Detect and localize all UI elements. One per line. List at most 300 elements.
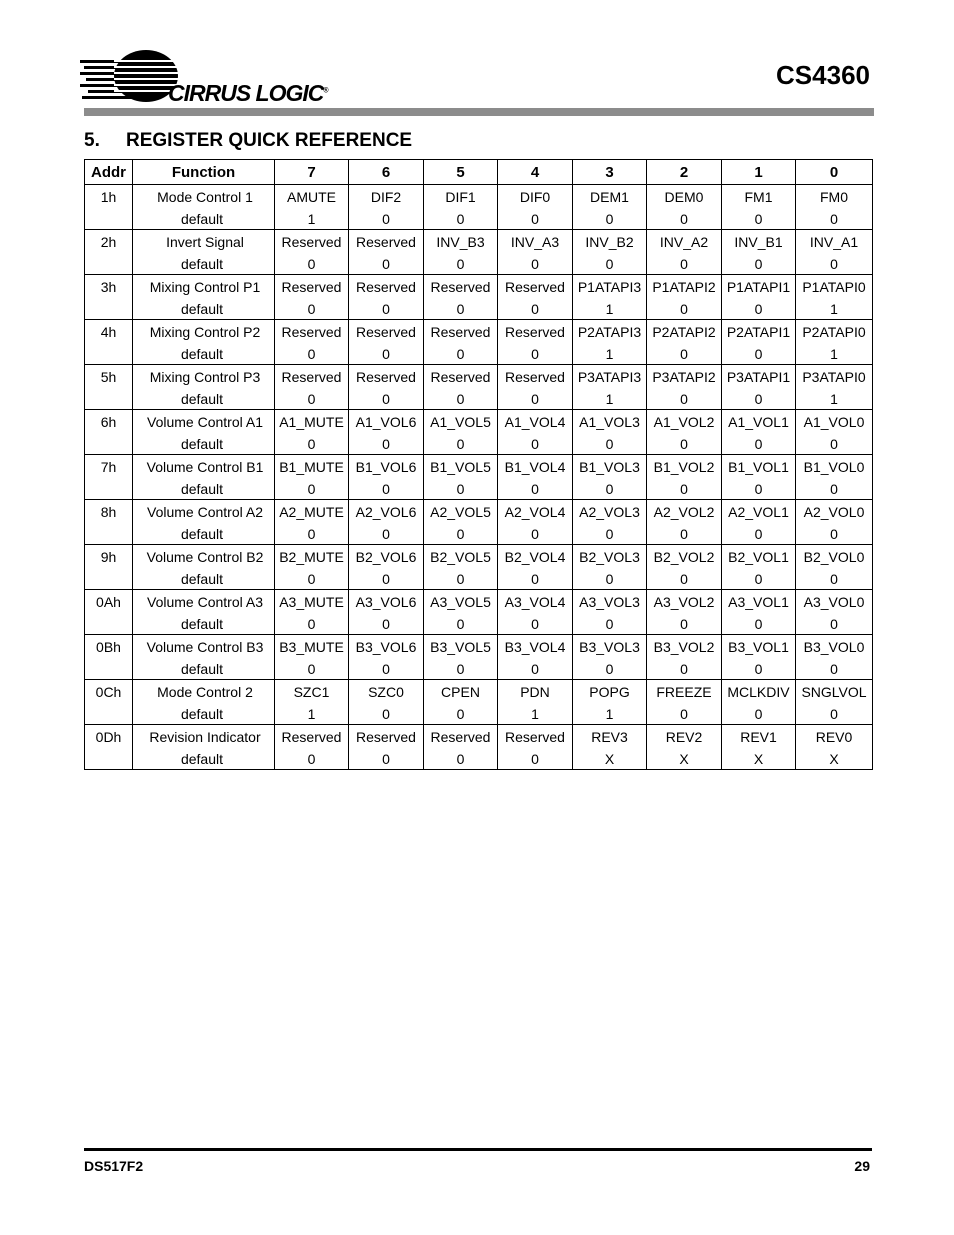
- bit-default-cell: 0: [722, 253, 796, 275]
- bit-name-cell: Reserved: [424, 365, 498, 389]
- bit-default-cell: 0: [424, 748, 498, 770]
- bit-name-cell: B3_VOL4: [498, 635, 573, 659]
- register-address: 5h: [85, 365, 133, 389]
- bit-name-cell: REV0: [796, 725, 873, 749]
- bit-default-cell: 0: [424, 388, 498, 410]
- bit-name-cell: SZC0: [349, 680, 424, 704]
- bit-default-cell: 0: [498, 613, 573, 635]
- bit-default-cell: 0: [573, 253, 647, 275]
- bit-name-cell: Reserved: [275, 275, 349, 299]
- bit-name-cell: INV_A1: [796, 230, 873, 254]
- bit-default-cell: 0: [647, 523, 722, 545]
- bit-name-cell: Reserved: [349, 230, 424, 254]
- address-spacer: [85, 703, 133, 725]
- bit-default-cell: 0: [796, 253, 873, 275]
- bit-name-cell: P2ATAPI0: [796, 320, 873, 344]
- register-function: Mode Control 1: [133, 185, 275, 209]
- default-label: default: [133, 703, 275, 725]
- address-spacer: [85, 433, 133, 455]
- register-function: Volume Control B1: [133, 455, 275, 479]
- bit-default-cell: 1: [275, 703, 349, 725]
- bit-default-cell: X: [796, 748, 873, 770]
- bit-default-cell: 0: [722, 433, 796, 455]
- bit-default-cell: 0: [498, 433, 573, 455]
- bit-name-cell: DIF0: [498, 185, 573, 209]
- bit-default-cell: 0: [722, 568, 796, 590]
- bit-default-cell: 0: [275, 748, 349, 770]
- section-heading: [84, 130, 412, 152]
- bit-name-cell: Reserved: [275, 320, 349, 344]
- address-spacer: [85, 523, 133, 545]
- bit-name-cell: A3_VOL3: [573, 590, 647, 614]
- register-address: 0Bh: [85, 635, 133, 659]
- bit-default-cell: 0: [722, 613, 796, 635]
- bit-name-cell: B3_VOL2: [647, 635, 722, 659]
- header-rule: [84, 108, 874, 116]
- bit-default-cell: 0: [275, 343, 349, 365]
- page-number: 29: [854, 1158, 870, 1174]
- table-row: [85, 230, 873, 254]
- bit-name-cell: A1_VOL1: [722, 410, 796, 434]
- bit-name-cell: Reserved: [498, 320, 573, 344]
- bit-default-cell: 1: [573, 703, 647, 725]
- col-header-bit4: 4: [498, 160, 573, 185]
- bit-name-cell: P2ATAPI3: [573, 320, 647, 344]
- table-row: [85, 320, 873, 344]
- bit-default-cell: 0: [349, 388, 424, 410]
- col-header-addr: Addr: [85, 160, 133, 185]
- bit-name-cell: P1ATAPI2: [647, 275, 722, 299]
- bit-name-cell: B2_MUTE: [275, 545, 349, 569]
- default-label: default: [133, 343, 275, 365]
- bit-default-cell: 0: [647, 478, 722, 500]
- register-function: Volume Control B3: [133, 635, 275, 659]
- bit-name-cell: B1_VOL6: [349, 455, 424, 479]
- bit-default-cell: 0: [796, 478, 873, 500]
- register-function: Volume Control A1: [133, 410, 275, 434]
- address-spacer: [85, 478, 133, 500]
- table-row: [85, 410, 873, 434]
- table-row: [85, 635, 873, 659]
- bit-name-cell: B2_VOL2: [647, 545, 722, 569]
- bit-name-cell: P2ATAPI2: [647, 320, 722, 344]
- bit-name-cell: A1_VOL0: [796, 410, 873, 434]
- bit-default-cell: 0: [498, 208, 573, 230]
- bit-default-cell: 0: [275, 568, 349, 590]
- bit-name-cell: A3_VOL5: [424, 590, 498, 614]
- address-spacer: [85, 613, 133, 635]
- register-function: Revision Indicator: [133, 725, 275, 749]
- bit-name-cell: FM0: [796, 185, 873, 209]
- bit-name-cell: Reserved: [349, 365, 424, 389]
- register-table-body: [85, 185, 873, 770]
- bit-name-cell: P1ATAPI3: [573, 275, 647, 299]
- table-row: [85, 365, 873, 389]
- default-label: default: [133, 613, 275, 635]
- table-row-default: [85, 703, 873, 725]
- register-table: [84, 159, 873, 770]
- brand-wordmark: CIRRUS LOGIC®: [168, 80, 328, 106]
- bit-name-cell: B1_VOL2: [647, 455, 722, 479]
- default-label: default: [133, 433, 275, 455]
- bit-name-cell: B3_VOL0: [796, 635, 873, 659]
- register-address: 6h: [85, 410, 133, 434]
- bit-name-cell: Reserved: [275, 365, 349, 389]
- address-spacer: [85, 298, 133, 320]
- bit-default-cell: 0: [722, 703, 796, 725]
- bit-default-cell: 0: [349, 748, 424, 770]
- bit-default-cell: 0: [275, 478, 349, 500]
- bit-name-cell: INV_A2: [647, 230, 722, 254]
- bit-default-cell: 0: [573, 478, 647, 500]
- part-number: CS4360: [776, 60, 870, 90]
- bit-name-cell: POPG: [573, 680, 647, 704]
- register-function: Volume Control A2: [133, 500, 275, 524]
- register-function: Mode Control 2: [133, 680, 275, 704]
- bit-name-cell: A2_VOL3: [573, 500, 647, 524]
- document-id: DS517F2: [84, 1158, 144, 1174]
- bit-default-cell: X: [647, 748, 722, 770]
- bit-default-cell: 0: [498, 658, 573, 680]
- bit-default-cell: 0: [498, 748, 573, 770]
- bit-name-cell: DEM0: [647, 185, 722, 209]
- bit-name-cell: A2_VOL5: [424, 500, 498, 524]
- bit-default-cell: 0: [796, 613, 873, 635]
- bit-default-cell: 0: [722, 298, 796, 320]
- table-row-default: [85, 568, 873, 590]
- register-address: 0Ch: [85, 680, 133, 704]
- bit-name-cell: Reserved: [349, 320, 424, 344]
- col-header-bit5: 5: [424, 160, 498, 185]
- bit-default-cell: 0: [498, 568, 573, 590]
- bit-default-cell: 0: [573, 208, 647, 230]
- bit-name-cell: A3_VOL4: [498, 590, 573, 614]
- bit-name-cell: P1ATAPI0: [796, 275, 873, 299]
- bit-default-cell: 1: [796, 343, 873, 365]
- address-spacer: [85, 568, 133, 590]
- bit-name-cell: Reserved: [349, 725, 424, 749]
- bit-default-cell: 0: [573, 658, 647, 680]
- bit-name-cell: A2_VOL4: [498, 500, 573, 524]
- bit-name-cell: B2_VOL5: [424, 545, 498, 569]
- bit-name-cell: B2_VOL0: [796, 545, 873, 569]
- bit-default-cell: 0: [275, 388, 349, 410]
- bit-default-cell: 0: [424, 703, 498, 725]
- bit-name-cell: B2_VOL4: [498, 545, 573, 569]
- table-row: [85, 185, 873, 209]
- bit-default-cell: 0: [498, 298, 573, 320]
- bit-name-cell: A3_VOL1: [722, 590, 796, 614]
- bit-default-cell: 0: [275, 658, 349, 680]
- table-row-default: [85, 478, 873, 500]
- bit-name-cell: Reserved: [424, 725, 498, 749]
- default-label: default: [133, 298, 275, 320]
- bit-name-cell: A2_VOL2: [647, 500, 722, 524]
- bit-name-cell: FREEZE: [647, 680, 722, 704]
- bit-default-cell: 0: [573, 433, 647, 455]
- table-row-default: [85, 208, 873, 230]
- col-header-bit6: 6: [349, 160, 424, 185]
- bit-name-cell: SNGLVOL: [796, 680, 873, 704]
- bit-default-cell: 0: [647, 703, 722, 725]
- bit-default-cell: 0: [424, 208, 498, 230]
- bit-name-cell: PDN: [498, 680, 573, 704]
- table-row: [85, 680, 873, 704]
- bit-default-cell: 0: [349, 298, 424, 320]
- table-row: [85, 725, 873, 749]
- default-label: default: [133, 523, 275, 545]
- bit-default-cell: 0: [349, 433, 424, 455]
- bit-name-cell: Reserved: [498, 725, 573, 749]
- footer-rule: [84, 1148, 872, 1151]
- bit-default-cell: 0: [275, 253, 349, 275]
- bit-name-cell: A3_MUTE: [275, 590, 349, 614]
- col-header-bit7: 7: [275, 160, 349, 185]
- bit-default-cell: 0: [573, 613, 647, 635]
- bit-name-cell: B3_VOL6: [349, 635, 424, 659]
- default-label: default: [133, 253, 275, 275]
- address-spacer: [85, 748, 133, 770]
- bit-default-cell: 0: [349, 523, 424, 545]
- bit-name-cell: A1_VOL6: [349, 410, 424, 434]
- bit-default-cell: 1: [796, 298, 873, 320]
- bit-default-cell: 0: [424, 568, 498, 590]
- bit-name-cell: B2_VOL3: [573, 545, 647, 569]
- bit-default-cell: 0: [275, 523, 349, 545]
- register-address: 4h: [85, 320, 133, 344]
- bit-name-cell: Reserved: [349, 275, 424, 299]
- bit-default-cell: 0: [349, 343, 424, 365]
- bit-name-cell: A1_MUTE: [275, 410, 349, 434]
- register-address: 1h: [85, 185, 133, 209]
- bit-default-cell: 0: [349, 703, 424, 725]
- bit-default-cell: 0: [275, 433, 349, 455]
- bit-default-cell: 0: [722, 658, 796, 680]
- bit-default-cell: 0: [424, 613, 498, 635]
- bit-default-cell: 0: [647, 253, 722, 275]
- bit-default-cell: 0: [424, 523, 498, 545]
- bit-name-cell: B2_VOL6: [349, 545, 424, 569]
- bit-name-cell: INV_A3: [498, 230, 573, 254]
- address-spacer: [85, 658, 133, 680]
- register-function: Volume Control A3: [133, 590, 275, 614]
- table-row-default: [85, 523, 873, 545]
- address-spacer: [85, 253, 133, 275]
- bit-default-cell: 0: [349, 613, 424, 635]
- bit-default-cell: 0: [498, 388, 573, 410]
- col-header-bit2: 2: [647, 160, 722, 185]
- table-row: [85, 545, 873, 569]
- register-function: Invert Signal: [133, 230, 275, 254]
- bit-name-cell: B3_VOL3: [573, 635, 647, 659]
- bit-name-cell: INV_B3: [424, 230, 498, 254]
- table-row-default: [85, 433, 873, 455]
- section-number: 5.: [84, 130, 100, 151]
- bit-default-cell: 1: [573, 388, 647, 410]
- bit-default-cell: 0: [796, 703, 873, 725]
- bit-name-cell: Reserved: [424, 320, 498, 344]
- col-header-bit0: 0: [796, 160, 873, 185]
- bit-name-cell: P3ATAPI3: [573, 365, 647, 389]
- bit-name-cell: Reserved: [424, 275, 498, 299]
- bit-default-cell: X: [722, 748, 796, 770]
- table-row: [85, 275, 873, 299]
- bit-name-cell: REV2: [647, 725, 722, 749]
- bit-name-cell: P1ATAPI1: [722, 275, 796, 299]
- table-row: [85, 500, 873, 524]
- table-row: [85, 455, 873, 479]
- bit-name-cell: REV3: [573, 725, 647, 749]
- bit-name-cell: B1_VOL1: [722, 455, 796, 479]
- bit-name-cell: A1_VOL3: [573, 410, 647, 434]
- bit-default-cell: 0: [796, 658, 873, 680]
- col-header-bit1: 1: [722, 160, 796, 185]
- bit-default-cell: 0: [796, 433, 873, 455]
- register-address: 2h: [85, 230, 133, 254]
- bit-default-cell: 1: [573, 298, 647, 320]
- bit-default-cell: 0: [275, 613, 349, 635]
- bit-default-cell: 0: [424, 253, 498, 275]
- page-header: [0, 0, 954, 120]
- register-function: Mixing Control P1: [133, 275, 275, 299]
- bit-default-cell: 0: [424, 343, 498, 365]
- bit-default-cell: 0: [349, 253, 424, 275]
- bit-name-cell: Reserved: [275, 230, 349, 254]
- register-address: 9h: [85, 545, 133, 569]
- bit-name-cell: REV1: [722, 725, 796, 749]
- bit-name-cell: Reserved: [498, 365, 573, 389]
- default-label: default: [133, 208, 275, 230]
- bit-name-cell: B3_VOL1: [722, 635, 796, 659]
- table-row-default: [85, 658, 873, 680]
- bit-default-cell: 0: [275, 298, 349, 320]
- bit-name-cell: A1_VOL4: [498, 410, 573, 434]
- bit-name-cell: A1_VOL5: [424, 410, 498, 434]
- bit-default-cell: 0: [796, 208, 873, 230]
- bit-default-cell: 0: [647, 298, 722, 320]
- bit-default-cell: 0: [424, 658, 498, 680]
- bit-name-cell: A3_VOL2: [647, 590, 722, 614]
- table-row-default: [85, 298, 873, 320]
- bit-default-cell: 0: [722, 388, 796, 410]
- bit-default-cell: 0: [647, 568, 722, 590]
- address-spacer: [85, 343, 133, 365]
- table-row-default: [85, 388, 873, 410]
- bit-default-cell: 0: [647, 208, 722, 230]
- bit-default-cell: 0: [498, 343, 573, 365]
- bit-default-cell: 1: [573, 343, 647, 365]
- bit-default-cell: 0: [573, 568, 647, 590]
- bit-default-cell: 1: [796, 388, 873, 410]
- bit-default-cell: 0: [796, 568, 873, 590]
- table-row-default: [85, 253, 873, 275]
- bit-default-cell: 0: [647, 388, 722, 410]
- bit-name-cell: A2_VOL0: [796, 500, 873, 524]
- address-spacer: [85, 208, 133, 230]
- bit-name-cell: INV_B2: [573, 230, 647, 254]
- register-address: 0Dh: [85, 725, 133, 749]
- register-address: 7h: [85, 455, 133, 479]
- bit-default-cell: 0: [647, 613, 722, 635]
- bit-default-cell: 0: [796, 523, 873, 545]
- bit-name-cell: DIF1: [424, 185, 498, 209]
- table-row-default: [85, 613, 873, 635]
- bit-name-cell: A2_VOL1: [722, 500, 796, 524]
- bit-default-cell: 0: [722, 523, 796, 545]
- bit-name-cell: B1_VOL5: [424, 455, 498, 479]
- bit-name-cell: B1_VOL0: [796, 455, 873, 479]
- bit-name-cell: P3ATAPI1: [722, 365, 796, 389]
- bit-default-cell: 0: [722, 208, 796, 230]
- bit-name-cell: MCLKDIV: [722, 680, 796, 704]
- bit-name-cell: A2_MUTE: [275, 500, 349, 524]
- section-title: REGISTER QUICK REFERENCE: [126, 130, 413, 151]
- default-label: default: [133, 748, 275, 770]
- bit-default-cell: 0: [573, 523, 647, 545]
- bit-default-cell: X: [573, 748, 647, 770]
- col-header-bit3: 3: [573, 160, 647, 185]
- default-label: default: [133, 478, 275, 500]
- bit-default-cell: 0: [349, 478, 424, 500]
- bit-default-cell: 0: [424, 298, 498, 320]
- register-address: 0Ah: [85, 590, 133, 614]
- bit-default-cell: 0: [349, 568, 424, 590]
- bit-name-cell: P2ATAPI1: [722, 320, 796, 344]
- bit-name-cell: Reserved: [498, 275, 573, 299]
- bit-name-cell: DEM1: [573, 185, 647, 209]
- bit-name-cell: DIF2: [349, 185, 424, 209]
- bit-name-cell: P3ATAPI0: [796, 365, 873, 389]
- bit-default-cell: 0: [647, 433, 722, 455]
- bit-name-cell: AMUTE: [275, 185, 349, 209]
- bit-name-cell: Reserved: [275, 725, 349, 749]
- bit-default-cell: 1: [275, 208, 349, 230]
- bit-default-cell: 0: [722, 343, 796, 365]
- col-header-function: Function: [133, 160, 275, 185]
- bit-default-cell: 0: [424, 433, 498, 455]
- bit-default-cell: 0: [498, 478, 573, 500]
- default-label: default: [133, 658, 275, 680]
- table-row: [85, 590, 873, 614]
- register-function: Volume Control B2: [133, 545, 275, 569]
- address-spacer: [85, 388, 133, 410]
- bit-name-cell: CPEN: [424, 680, 498, 704]
- bit-name-cell: A2_VOL6: [349, 500, 424, 524]
- bit-name-cell: B1_MUTE: [275, 455, 349, 479]
- bit-default-cell: 0: [424, 478, 498, 500]
- bit-default-cell: 0: [498, 523, 573, 545]
- bit-name-cell: A1_VOL2: [647, 410, 722, 434]
- default-label: default: [133, 388, 275, 410]
- table-header-row: [85, 160, 873, 185]
- bit-default-cell: 0: [722, 478, 796, 500]
- bit-name-cell: B3_VOL5: [424, 635, 498, 659]
- bit-name-cell: INV_B1: [722, 230, 796, 254]
- bit-default-cell: 1: [498, 703, 573, 725]
- bit-name-cell: P3ATAPI2: [647, 365, 722, 389]
- register-address: 3h: [85, 275, 133, 299]
- bit-name-cell: B1_VOL4: [498, 455, 573, 479]
- bit-name-cell: B2_VOL1: [722, 545, 796, 569]
- bit-name-cell: FM1: [722, 185, 796, 209]
- register-function: Mixing Control P2: [133, 320, 275, 344]
- register-function: Mixing Control P3: [133, 365, 275, 389]
- default-label: default: [133, 568, 275, 590]
- register-address: 8h: [85, 500, 133, 524]
- bit-default-cell: 0: [349, 208, 424, 230]
- bit-name-cell: A3_VOL6: [349, 590, 424, 614]
- bit-default-cell: 0: [498, 253, 573, 275]
